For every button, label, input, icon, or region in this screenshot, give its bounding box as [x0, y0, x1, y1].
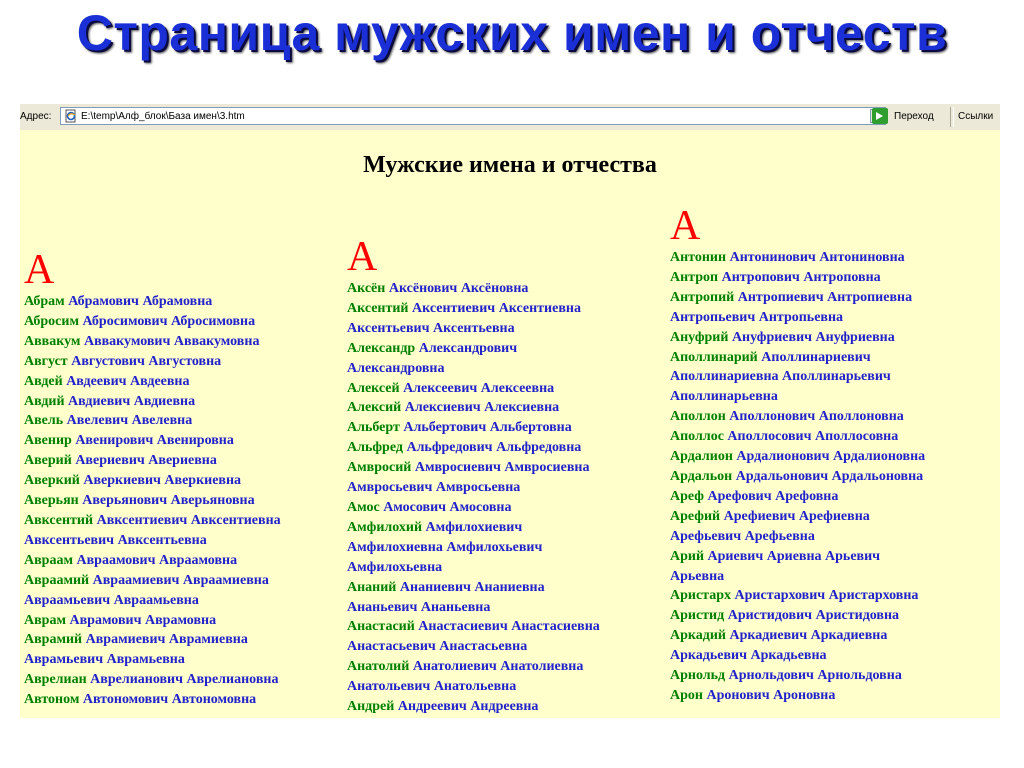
- name-entry: [347, 538, 665, 558]
- name-entry: [24, 511, 342, 531]
- patronymics: Аврелианович Аврелиановна: [90, 672, 279, 688]
- name-entry: [670, 487, 995, 507]
- patronymics: Авраамович Авраамовна: [76, 552, 238, 568]
- name-entry: [24, 471, 342, 491]
- first-name: Арнольд: [670, 668, 726, 684]
- patronymics: Алексеевич Алексеевна: [403, 380, 555, 396]
- toolbar-separator: [950, 107, 954, 127]
- section-letter: А: [24, 247, 55, 293]
- name-entry: [347, 598, 665, 618]
- name-entry: [24, 392, 342, 412]
- name-entry: [24, 650, 342, 670]
- first-name: Авраамий: [24, 572, 90, 588]
- first-name: Антропий: [670, 289, 735, 305]
- patronymics: Аверкиевич Аверкиевна: [83, 473, 242, 489]
- patronymics: Аркадиевич Аркадиевна: [729, 628, 888, 644]
- patronymics: Аронович Ароновна: [706, 687, 836, 703]
- patronymics: Амфилохиевна Амфилохьевич: [347, 539, 543, 555]
- patronymics: Авдиевич Авдиевна: [68, 393, 196, 409]
- first-name: Амфилохий: [347, 519, 423, 535]
- first-name: Аполлон: [670, 409, 726, 425]
- first-name: Аристарх: [670, 588, 732, 604]
- patronymics: Авериевич Авериевна: [75, 453, 217, 469]
- patronymics: Анатольевич Анатольевна: [347, 679, 517, 695]
- patronymics: Арефович Арефовна: [707, 488, 839, 504]
- name-entry: [670, 427, 995, 447]
- name-entry: [24, 372, 342, 392]
- patronymics: Авелевич Авелевна: [66, 413, 193, 429]
- name-entry: [347, 279, 665, 299]
- patronymics: Анатолиевич Анатолиевна: [412, 659, 584, 675]
- first-name: Аврам: [24, 612, 66, 628]
- first-name: Аверий: [24, 453, 72, 469]
- name-entry: [24, 611, 342, 631]
- first-name: Арий: [670, 548, 705, 564]
- first-name: Авдей: [24, 373, 63, 389]
- patronymics: Авксентьевич Авксентьевна: [24, 532, 207, 548]
- name-entry: [24, 352, 342, 372]
- patronymics: Абрамович Абрамовна: [68, 294, 213, 309]
- name-entry: [670, 507, 995, 527]
- first-name: Алексей: [347, 380, 400, 396]
- name-entry: [347, 637, 665, 657]
- first-name: Андрей: [347, 699, 395, 715]
- page-heading: Мужские имена и отчества: [363, 152, 657, 178]
- patronymics: Амвросьевич Амвросьевна: [347, 480, 521, 496]
- name-entry: [670, 586, 995, 606]
- patronymics: Амфилохиевич: [425, 519, 523, 535]
- name-entry: [347, 418, 665, 438]
- first-name: Аввакум: [24, 333, 81, 349]
- name-entry: [670, 288, 995, 308]
- address-label: Адрес:: [20, 111, 52, 122]
- patronymics: Алексиевич Алексиевна: [404, 400, 560, 416]
- name-entry: [347, 379, 665, 399]
- first-name: Аристид: [670, 608, 725, 624]
- patronymics: Амосович Амосовна: [383, 499, 512, 515]
- name-entry: [670, 646, 995, 666]
- patronymics: Аполлосович Аполлосовна: [727, 429, 899, 445]
- name-entry: [670, 606, 995, 626]
- name-entry: [670, 626, 995, 646]
- name-entry: [347, 319, 665, 339]
- name-entry: [347, 518, 665, 538]
- name-entry: [670, 467, 995, 487]
- patronymics: Арефиевич Арефиевна: [723, 508, 870, 524]
- name-entry: [24, 332, 342, 352]
- name-entry: [24, 551, 342, 571]
- first-name: Ардалион: [670, 449, 733, 465]
- patronymics: Авенирович Авенировна: [75, 433, 234, 449]
- slide-title: Страница мужских имен и отчеств: [76, 5, 948, 61]
- patronymics: Аксентиевич Аксентиевна: [412, 300, 581, 316]
- first-name: Абросим: [24, 313, 80, 329]
- patronymics: Ананиевич Ананиевна: [399, 579, 545, 595]
- patronymics: Аполлинариевна Аполлинарьевич: [670, 369, 891, 385]
- patronymics: Аверьянович Аверьяновна: [82, 493, 255, 509]
- first-name: Аксентий: [347, 300, 409, 316]
- first-name: Аврелиан: [24, 672, 87, 688]
- first-name: Амвросий: [347, 460, 412, 476]
- name-entry: [670, 527, 995, 547]
- patronymics: Ариевич Ариевна Арьевич: [707, 548, 881, 564]
- name-entry: [670, 447, 995, 467]
- patronymics: Александрович: [418, 340, 518, 356]
- name-entry: [24, 312, 342, 332]
- patronymics: Антропиевич Антропиевна: [737, 289, 913, 305]
- patronymics: Андреевич Андреевна: [397, 699, 539, 715]
- patronymics: Амвросиевич Амвросиевна: [414, 460, 590, 476]
- patronymics: Аристархович Аристарховна: [734, 588, 919, 604]
- page-content: [20, 130, 1000, 718]
- first-name: Ареф: [670, 488, 704, 504]
- patronymics: Анастасиевич Анастасиевна: [418, 619, 600, 635]
- name-entry: [670, 328, 995, 348]
- section-letter: А: [670, 203, 701, 249]
- patronymics: Арьевна: [670, 568, 725, 584]
- name-entry: [670, 248, 995, 268]
- address-value: E:\temp\Алф_блок\База имен\3.htm: [81, 111, 245, 122]
- name-entry: [347, 677, 665, 697]
- name-entry: [670, 308, 995, 328]
- name-entry: [670, 407, 995, 427]
- patronymics: Альбертович Альбертовна: [403, 420, 572, 436]
- patronymics: Авксентиевич Авксентиевна: [96, 512, 281, 528]
- name-entry: [347, 299, 665, 319]
- first-name: Аксён: [347, 281, 386, 296]
- name-entry: [347, 697, 665, 717]
- name-entry: [670, 367, 995, 387]
- first-name: Август: [24, 353, 68, 369]
- first-name: Авраам: [24, 552, 73, 568]
- patronymics: Августович Августовна: [71, 353, 222, 369]
- first-name: Аверкий: [24, 473, 80, 489]
- name-entry: [347, 458, 665, 478]
- first-name: Амос: [347, 499, 380, 515]
- first-name: Абрам: [24, 294, 65, 309]
- patronymics: Ананьевич Ананьевна: [347, 599, 491, 615]
- name-entry: [24, 411, 342, 431]
- patronymics: Ардалионович Ардалионовна: [736, 449, 926, 465]
- first-name: Авенир: [24, 433, 72, 449]
- first-name: Аполлос: [670, 429, 724, 445]
- patronymics: Арнольдович Арнольдовна: [728, 668, 902, 684]
- patronymics: Амфилохьевна: [347, 559, 443, 575]
- patronymics: Авраамьевич Авраамьевна: [24, 592, 199, 608]
- patronymics: Антропович Антроповна: [721, 269, 881, 285]
- first-name: Ананий: [347, 579, 397, 595]
- names-column-2: [347, 235, 665, 717]
- patronymics: Аврамович Аврамовна: [69, 612, 217, 628]
- names-column-3: [670, 204, 995, 706]
- name-entry: [347, 578, 665, 598]
- first-name: Аполлинарий: [670, 349, 758, 365]
- name-entry: [347, 438, 665, 458]
- patronymics: Аввакумович Аввакумовна: [83, 333, 260, 349]
- first-name: Антонин: [670, 250, 727, 265]
- name-entry: [347, 498, 665, 518]
- patronymics: Автономович Автономовна: [82, 692, 257, 708]
- patronymics: Аполлинариевич: [761, 349, 871, 365]
- name-entry: [670, 547, 995, 567]
- name-entry: [24, 571, 342, 591]
- patronymics: Антропьевич Антропьевна: [670, 309, 844, 325]
- first-name: Арефий: [670, 508, 721, 524]
- name-entry: [347, 359, 665, 379]
- page-icon: [64, 109, 78, 123]
- name-entry: [670, 387, 995, 407]
- name-entry: [670, 686, 995, 706]
- name-entry: [24, 690, 342, 710]
- first-name: Аврамий: [24, 632, 83, 648]
- name-entry: [24, 292, 342, 312]
- name-entry: [347, 657, 665, 677]
- patronymics: Абросимович Абросимовна: [82, 313, 256, 329]
- go-button[interactable]: Переход: [894, 111, 934, 122]
- first-name: Ардальон: [670, 468, 733, 484]
- first-name: Аркадий: [670, 628, 726, 644]
- patronymics: Ануфриевич Ануфриевна: [731, 329, 895, 345]
- first-name: Арон: [670, 687, 703, 703]
- name-entry: [24, 431, 342, 451]
- name-entry: [24, 531, 342, 551]
- patronymics: Альфредович Альфредовна: [406, 440, 582, 456]
- name-entry: [24, 451, 342, 471]
- name-entry: [347, 398, 665, 418]
- name-entry: [347, 558, 665, 578]
- first-name: Александр: [347, 340, 416, 356]
- patronymics: Александровна: [347, 360, 445, 376]
- name-entry: [347, 339, 665, 359]
- first-name: Авдий: [24, 393, 65, 409]
- patronymics: Авдеевич Авдеевна: [66, 373, 190, 389]
- first-name: Альберт: [347, 420, 400, 436]
- name-entry: [24, 670, 342, 690]
- first-name: Ануфрий: [670, 329, 729, 345]
- patronymics: Аксентьевич Аксентьевна: [347, 320, 515, 336]
- patronymics: Авраамиевич Авраамиевна: [92, 572, 269, 588]
- first-name: Анастасий: [347, 619, 415, 635]
- name-entry: [24, 491, 342, 511]
- name-entry: [347, 478, 665, 498]
- patronymics: Аристидович Аристидовна: [727, 608, 900, 624]
- section-letter: А: [347, 234, 378, 280]
- name-entry: [24, 630, 342, 650]
- address-bar: [20, 103, 1000, 131]
- first-name: Аверьян: [24, 493, 79, 509]
- patronymics: Антонинович Антониновна: [729, 250, 905, 265]
- patronymics: Аврамьевич Аврамьевна: [24, 652, 185, 668]
- name-entry: [24, 591, 342, 611]
- first-name: Авель: [24, 413, 64, 429]
- names-column-1: [24, 248, 342, 710]
- name-entry: [670, 268, 995, 288]
- name-entry: [347, 617, 665, 637]
- patronymics: Арефьевич Арефьевна: [670, 528, 815, 544]
- name-entry: [670, 348, 995, 368]
- patronymics: Анастасьевич Анастасьевна: [347, 639, 528, 655]
- patronymics: Ардальонович Ардальоновна: [735, 468, 924, 484]
- name-entry: [670, 567, 995, 587]
- patronymics: Аксёнович Аксёновна: [388, 281, 529, 296]
- name-entry: [670, 666, 995, 686]
- first-name: Анатолий: [347, 659, 410, 675]
- go-arrow-icon[interactable]: [872, 108, 888, 124]
- first-name: Автоном: [24, 692, 80, 708]
- first-name: Антроп: [670, 269, 719, 285]
- patronymics: Аркадьевич Аркадьевна: [670, 648, 827, 664]
- links-button[interactable]: Ссылки: [958, 111, 994, 122]
- address-input[interactable]: [60, 107, 886, 125]
- patronymics: Аполлинарьевна: [670, 389, 778, 405]
- first-name: Алексий: [347, 400, 402, 416]
- first-name: Авксентий: [24, 512, 94, 528]
- patronymics: Аврамиевич Аврамиевна: [85, 632, 248, 648]
- patronymics: Аполлонович Аполлоновна: [729, 409, 904, 425]
- first-name: Альфред: [347, 440, 403, 456]
